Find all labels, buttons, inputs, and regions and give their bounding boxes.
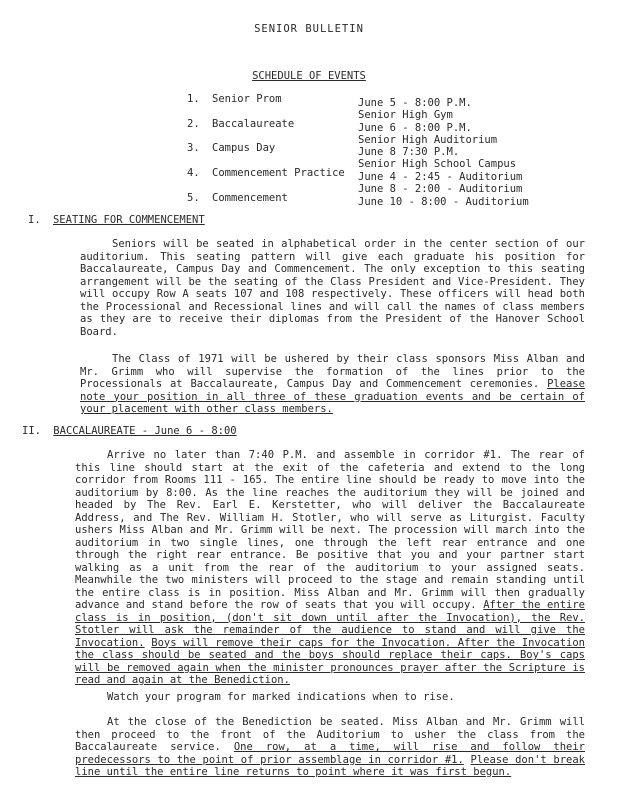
event-number: 3. (187, 142, 200, 154)
section-number: II. (22, 425, 41, 437)
event-when: Senior High Gym (358, 109, 453, 121)
paragraph-text (464, 754, 471, 766)
event-when: June 8 - 2:00 - Auditorium (358, 183, 523, 195)
event-number: 5. (187, 192, 200, 204)
paragraph-text: Arrive no later than 7:40 P.M. and assemble in corridor #1. The rear of this line should start at the exit of the cafeteria and extend to the long corridor from Rooms 111 - 165. The entire line should be ready to move into the auditorium by 8:00. As the line reaches the auditorium they will be joined and headed by The Rev. Earl E. Kerstetter, who will deliver the Baccalaureate Address, and The Rev. William H. Stotler, who will serve as Liturgist. Faculty ushers Miss Alban and Mr. Grimm will be next. The procession will march into the auditorium in two single lines, one through the left rear entrance and one through the right rear entrance. Be positive that you and your partner start walking as a unit from the rear of the auditorium to your assigned seats. Meanwhile the two ministers will proceed to the stage and remain standing until the entire class is in position. Miss Alban and Mr. Grimm will then gradually advance and stand before the row of seats that you will occupy. (75, 449, 585, 611)
event-when: June 8 7:30 P.M. (358, 146, 460, 158)
paragraph-text: The Class of 1971 will be ushered by their class sponsors Miss Alban and Mr. Grimm who will supervise the formation of the lines prior to the Processionals at Baccalaureate, Campus Day and Commencement ceremonies. (80, 353, 585, 390)
event-name: Campus Day (212, 142, 276, 154)
underlined-text: Please note your position in all three of these graduation events and be certain of your placement with other class members. (80, 378, 585, 415)
paragraph (80, 353, 585, 416)
paragraph: Seniors will be seated in alphabetical order in the center section of our auditorium. This seating pattern will give each graduate his position for Baccalaureate, Campus Day and Commencement. The only exception to this seating arrangement will be the seating of the Class President and Vice-President. They will occupy Row A seats 107 and 108 respectively. These officers will head both the Processional and Recessional lines and will call the names of class members as they are to receive their diplomas from the President of the Hanover School Board. (80, 238, 585, 338)
event-name: Baccalaureate (212, 118, 295, 130)
paragraph: Watch your program for marked indications when to rise. (107, 691, 455, 703)
section-title: SEATING FOR COMMENCEMENT (52, 214, 205, 226)
paragraph (75, 716, 585, 779)
section-heading (22, 425, 237, 437)
underlined-text: Please don't break line until the entire line returns to point where it was first begun. (75, 753, 585, 778)
event-number: 2. (187, 118, 200, 130)
event-when: Senior High Auditorium (358, 134, 498, 146)
underlined-text: Boys will remove their caps for the Invocation. After the Invocation the class should be seated and the boys should replace their caps. Boy's caps will be removed again when the minister pronounces prayer after the Scripture is read and again at the Benediction. (75, 636, 585, 686)
event-name: Commencement (212, 192, 288, 204)
schedule-heading-text: SCHEDULE OF EVENTS (252, 70, 366, 82)
event-when: June 5 - 8:00 P.M. (358, 97, 472, 109)
section-number: I. (28, 214, 41, 226)
event-number: 4. (187, 167, 200, 179)
paragraph-text: At the close of the Benediction be seated. Miss Alban and Mr. Grimm will then proceed to the front of the Auditorium to usher the class from the Baccalaureate service. (75, 716, 585, 753)
underlined-text: After the entire class is in position, (don't sit down until after the Invocation), the Rev. Stotler will ask the remainder of the audience to stand and will give the Invocation. (75, 599, 585, 649)
underlined-text: One row, at a time, will rise and follow their predecessors to the point of prior assemblage in corridor #1. (75, 741, 585, 766)
paragraph (75, 449, 585, 687)
event-when: June 6 - 8:00 P.M. (358, 122, 472, 134)
page-title: SENIOR BULLETIN (254, 23, 364, 35)
event-name: Senior Prom (212, 93, 282, 105)
event-when: Senior High School Campus (358, 158, 517, 170)
event-when: June 4 - 2:45 - Auditorium (358, 171, 523, 183)
section-heading (28, 214, 205, 226)
schedule-heading (0, 70, 618, 82)
section-title: BACCALAUREATE - June 6 - 8:00 (53, 425, 237, 437)
event-name: Commencement Practice (212, 167, 345, 179)
event-when: June 10 - 8:00 - Auditorium (358, 196, 529, 208)
event-number: 1. (187, 93, 200, 105)
